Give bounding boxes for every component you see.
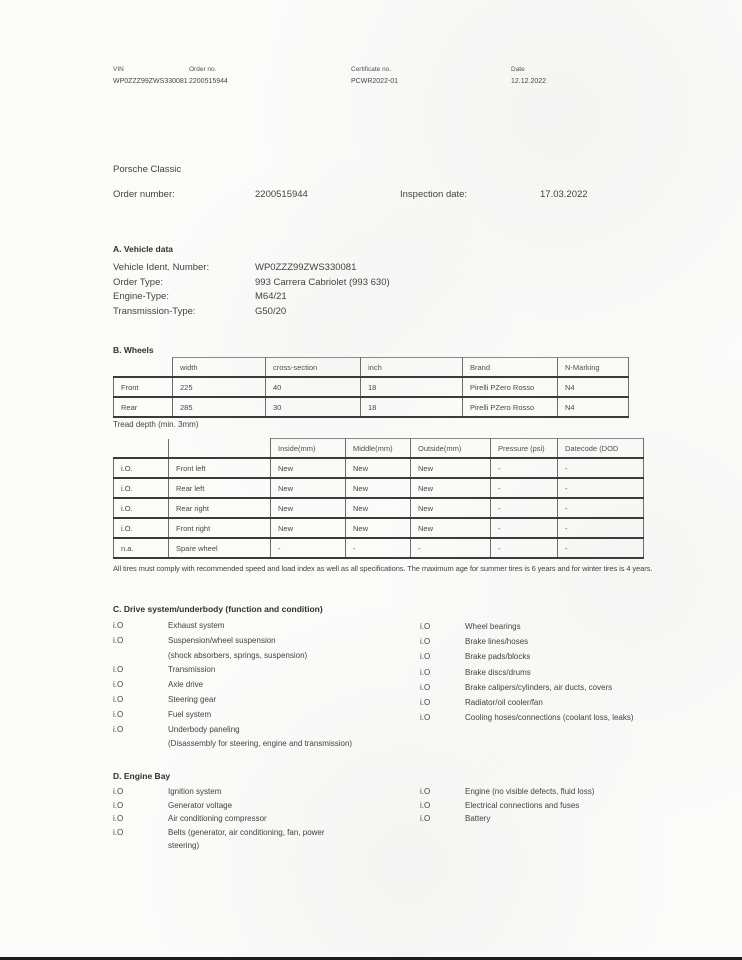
- status-value: i.O: [420, 713, 431, 723]
- checklist-item: [113, 634, 415, 649]
- status-value: i.O: [113, 621, 124, 630]
- cell: Rear: [114, 397, 173, 417]
- item-label: Ignition system: [168, 787, 222, 796]
- checklist-item: [420, 634, 658, 649]
- checklist-item: [420, 680, 658, 695]
- certificate-no-value: PCWR2022-01: [351, 78, 399, 85]
- item-label: Steering gear: [168, 694, 217, 704]
- cell: Inside(mm): [271, 439, 346, 459]
- vehicle-data-row: [113, 305, 390, 320]
- cell: -: [271, 538, 346, 558]
- cell: N-Marking: [558, 358, 629, 378]
- cell: N4: [558, 397, 629, 417]
- item-label: Exhaust system: [168, 621, 225, 630]
- vehicle-data-row: [113, 290, 390, 305]
- tread-depth-caption: Tread depth (min. 3mm): [113, 420, 199, 429]
- item-label: Generator voltage: [168, 800, 233, 810]
- order-number-label: Order number:: [113, 189, 175, 200]
- cell: -: [491, 538, 558, 558]
- item-label: Fuel system: [168, 709, 212, 719]
- checklist-item: [113, 785, 393, 799]
- status-value: i.O: [420, 698, 431, 708]
- vin-value: WP0ZZZ99ZWS330081: [113, 78, 188, 85]
- item-label: Brake calipers/cylinders, air ducts, covers: [465, 682, 613, 692]
- checklist-item: [420, 812, 660, 826]
- cell: 18: [361, 377, 463, 397]
- status-value: i.O: [420, 787, 431, 796]
- cell: [114, 358, 173, 378]
- cell: -: [346, 538, 411, 558]
- table-row: [114, 518, 644, 538]
- cell: New: [346, 518, 411, 538]
- table-header-row: [114, 439, 644, 459]
- cell: -: [558, 538, 644, 558]
- cell: [114, 439, 169, 459]
- status-value: i.O: [113, 827, 124, 837]
- cell: Rear right: [169, 498, 271, 518]
- status-value: i.O: [420, 622, 431, 631]
- cell: i.O.: [114, 518, 169, 538]
- cell: New: [346, 478, 411, 498]
- cell: 225: [173, 377, 266, 397]
- item-label: Cooling hoses/connections (coolant loss, leaks): [465, 713, 634, 723]
- cell: [169, 439, 271, 459]
- order-type-value: 993 Carrera Cabriolet (993 630): [255, 276, 390, 288]
- cell: -: [491, 458, 558, 478]
- checklist-item: [420, 799, 660, 813]
- order-number-value: 2200515944: [255, 189, 308, 200]
- cell: n.a.: [114, 538, 169, 558]
- status-value: i.O: [113, 787, 124, 796]
- vehicle-data-row: [113, 276, 390, 291]
- cell: New: [411, 498, 491, 518]
- checklist-item: [113, 693, 415, 708]
- status-value: i.O: [113, 694, 124, 704]
- cell: 285: [173, 397, 266, 417]
- cell: i.O.: [114, 458, 169, 478]
- section-d-title: D. Engine Bay: [113, 771, 171, 781]
- transmission-type-label: Transmission-Type:: [113, 305, 196, 317]
- cell: 30: [266, 397, 361, 417]
- item-label: Brake lines/hoses: [465, 637, 529, 647]
- checklist-item: [420, 665, 658, 680]
- table-row: [114, 498, 644, 518]
- checklist-item: [113, 708, 415, 723]
- cell: Datecode (DOD: [558, 439, 644, 459]
- cell: Middle(mm): [346, 439, 411, 459]
- status-value: i.O: [113, 635, 124, 645]
- section-a-title: A. Vehicle data: [113, 244, 173, 254]
- cell: Pirelli PZero Rosso: [463, 397, 558, 417]
- cell: cross-section: [266, 358, 361, 378]
- cell: Outside(mm): [411, 439, 491, 459]
- cell: Rear left: [169, 478, 271, 498]
- vehicle-ident-label: Vehicle Ident. Number:: [113, 262, 210, 273]
- item-label: Suspension/wheel suspension: [168, 635, 276, 645]
- status-value: i.O: [113, 814, 124, 824]
- drive-system-left-column: [113, 619, 415, 752]
- cell: Front: [114, 377, 173, 397]
- status-value: i.O: [113, 724, 124, 734]
- cell: -: [558, 498, 644, 518]
- section-c-title: C. Drive system/underbody (function and condition): [113, 604, 323, 614]
- status-value: i.O: [113, 800, 124, 810]
- cell: width: [173, 358, 266, 378]
- cell: -: [491, 478, 558, 498]
- checklist-item: [113, 826, 393, 853]
- item-label: Air conditioning compressor: [168, 814, 267, 824]
- status-value: i.O: [420, 652, 431, 662]
- inspection-date-label: Inspection date:: [400, 189, 468, 200]
- cell: New: [271, 498, 346, 518]
- cell: Pressure (psi): [491, 439, 558, 459]
- item-label: Engine (no visible defects, fluid loss): [465, 787, 595, 796]
- status-value: i.O: [113, 709, 124, 719]
- cell: New: [411, 478, 491, 498]
- cell: New: [411, 518, 491, 538]
- order-no-value: 2200515944: [189, 78, 228, 85]
- item-label: Brake discs/drums: [465, 667, 531, 677]
- cell: New: [271, 458, 346, 478]
- table-header-row: [114, 358, 629, 378]
- item-label: Electrical connections and fuses: [465, 800, 580, 810]
- status-value: i.O: [113, 665, 124, 675]
- item-label: Battery: [465, 814, 491, 824]
- table-row: [114, 397, 629, 417]
- vehicle-data-row: [113, 261, 390, 276]
- checklist-item: [420, 649, 658, 664]
- status-value: i.O: [420, 800, 431, 810]
- transmission-type-value: G50/20: [255, 305, 287, 317]
- cell: 40: [266, 377, 361, 397]
- cell: Brand: [463, 358, 558, 378]
- cell: Front right: [169, 518, 271, 538]
- cell: New: [411, 458, 491, 478]
- order-type-label: Order Type:: [113, 276, 163, 288]
- table-row: [114, 538, 644, 558]
- cell: Pirelli PZero Rosso: [463, 377, 558, 397]
- section-b-title: B. Wheels: [113, 345, 154, 355]
- status-value: i.O: [420, 682, 431, 692]
- status-value: i.O: [113, 680, 124, 690]
- cell: New: [346, 498, 411, 518]
- brand-title: Porsche Classic: [113, 164, 182, 175]
- tire-note: All tires must comply with recommended speed and load index as well as all specifications. The maximum age for summer tires is 6 years and for winter tires is 4 years.: [113, 564, 653, 573]
- cell: N4: [558, 377, 629, 397]
- vehicle-ident-value: WP0ZZZ99ZWS330081: [255, 262, 357, 273]
- order-no-label: Order no.: [189, 66, 217, 73]
- table-row: [114, 377, 629, 397]
- cell: -: [411, 538, 491, 558]
- cell: New: [271, 518, 346, 538]
- cell: Spare wheel: [169, 538, 271, 558]
- checklist-item: [113, 723, 415, 738]
- cell: -: [491, 498, 558, 518]
- engine-type-value: M64/21: [255, 291, 287, 303]
- cell: -: [558, 458, 644, 478]
- item-label: Belts (generator, air conditioning, fan, power steering): [168, 827, 325, 851]
- drive-system-right-column: [420, 619, 658, 725]
- cell: i.O.: [114, 498, 169, 518]
- table-row: [114, 478, 644, 498]
- checklist-item: [113, 812, 393, 826]
- checklist-item: [420, 710, 658, 725]
- header-field-date: [511, 66, 546, 85]
- status-value: i.O: [420, 814, 431, 824]
- item-label: Axle drive: [168, 680, 204, 690]
- table-row: [114, 458, 644, 478]
- cell: 18: [361, 397, 463, 417]
- checklist-item: [113, 678, 415, 693]
- header-field-order-no: [189, 66, 228, 85]
- date-label: Date: [511, 66, 525, 73]
- wheels-table: [113, 357, 629, 418]
- item-label: Underbody paneling: [168, 724, 240, 734]
- status-value: i.O: [420, 637, 431, 647]
- engine-bay-right-column: [420, 785, 660, 826]
- item-label: Transmission: [168, 665, 216, 675]
- checklist-item: [113, 619, 415, 634]
- item-sublabel: (Disassembly for steering, engine and transmission): [168, 739, 353, 749]
- checklist-item: [420, 785, 660, 799]
- engine-type-label: Engine-Type:: [113, 291, 169, 303]
- inspection-date-value: 17.03.2022: [540, 189, 588, 200]
- tread-depth-table: [113, 438, 644, 559]
- checklist-item: [420, 619, 658, 634]
- cell: New: [346, 458, 411, 478]
- vin-label: VIN: [113, 66, 124, 73]
- cell: inch: [361, 358, 463, 378]
- item-label: Wheel bearings: [465, 622, 521, 631]
- item-sublabel: (shock absorbers, springs, suspension): [168, 650, 308, 660]
- certificate-no-label: Certificate no.: [351, 66, 392, 73]
- cell: i.O.: [114, 478, 169, 498]
- status-value: i.O: [420, 667, 431, 677]
- engine-bay-left-column: [113, 785, 393, 853]
- date-value: 12.12.2022: [511, 78, 547, 85]
- cell: -: [491, 518, 558, 538]
- item-label: Radiator/oil cooler/fan: [465, 698, 543, 708]
- cell: -: [558, 518, 644, 538]
- vehicle-data-list: [113, 261, 390, 319]
- header-field-certificate-no: [351, 66, 398, 85]
- checklist-item: [113, 663, 415, 678]
- header-field-vin: [113, 66, 188, 85]
- cell: Front left: [169, 458, 271, 478]
- cell: -: [558, 478, 644, 498]
- checklist-item: [113, 799, 393, 813]
- checklist-item: [420, 695, 658, 710]
- cell: New: [271, 478, 346, 498]
- item-label: Brake pads/blocks: [465, 652, 531, 662]
